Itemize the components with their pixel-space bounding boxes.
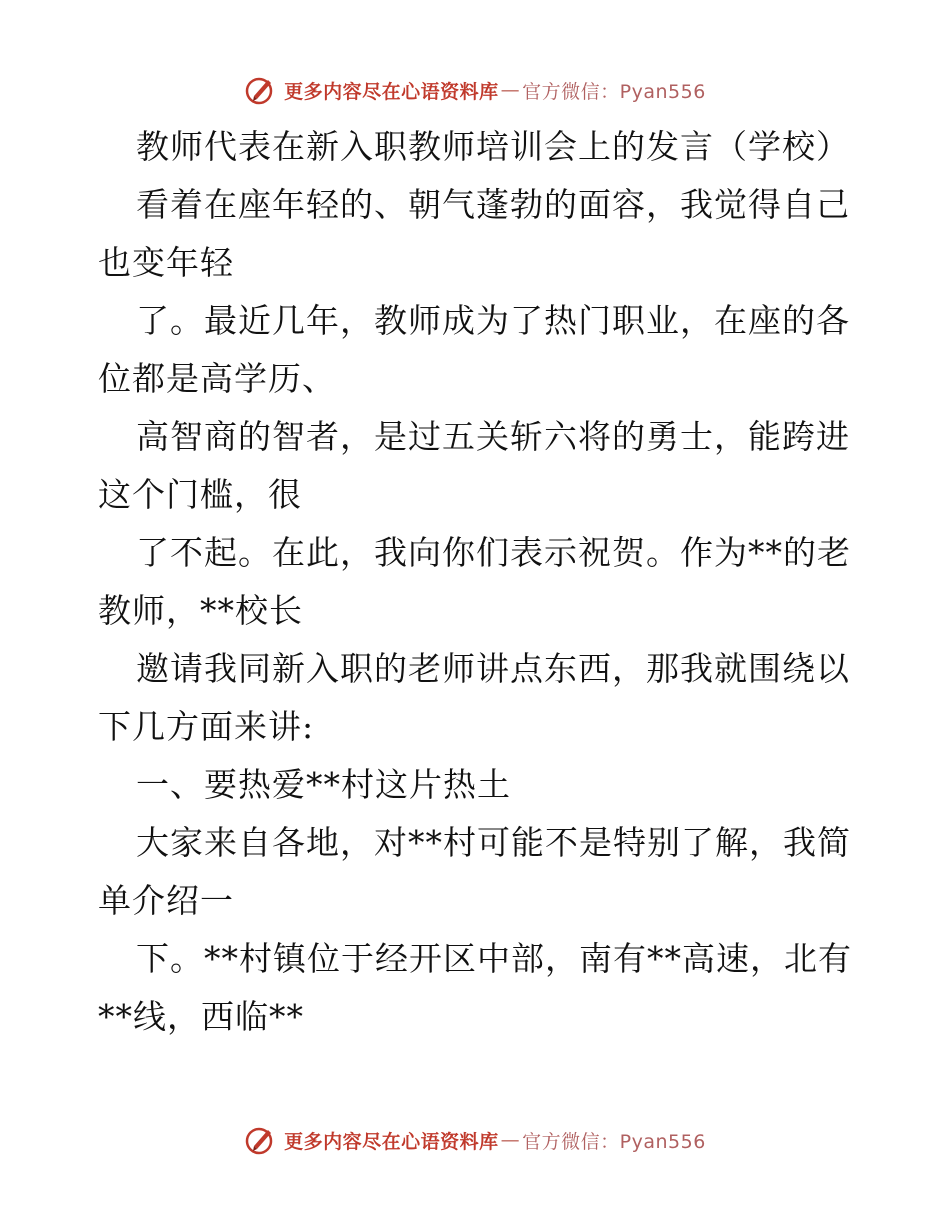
banner-main-text: 更多内容尽在心语资料库 [284, 1130, 499, 1153]
document-title: 教师代表在新入职教师培训会上的发言（学校） [136, 127, 850, 166]
text-line: 也变年轻 [98, 243, 234, 282]
pen-logo-icon [244, 74, 276, 106]
banner-dash: — [500, 1129, 521, 1151]
text-line: 高智商的智者，是过五关斩六将的勇士，能跨进 [136, 417, 850, 456]
text-line: 大家来自各地，对**村可能不是特别了解，我简 [136, 823, 851, 862]
banner-main-text: 更多内容尽在心语资料库 [284, 80, 499, 103]
text-line: 这个门槛，很 [98, 475, 302, 514]
text-line: 教师，**校长 [98, 591, 303, 630]
text-line: 了不起。在此，我向你们表示祝贺。作为**的老 [136, 533, 851, 572]
text-line: **线，西临** [98, 997, 304, 1036]
text-line: 单介绍一 [98, 881, 234, 920]
document-body [98, 118, 858, 1046]
section-heading: 一、要热爱**村这片热土 [136, 765, 511, 804]
banner-sub-text: 官方微信：Pyan556 [522, 80, 706, 103]
text-line: 邀请我同新入职的老师讲点东西，那我就围绕以 [136, 649, 850, 688]
text-line: 了。最近几年，教师成为了热门职业，在座的各 [136, 301, 850, 340]
footer-banner [0, 1120, 950, 1160]
text-line: 位都是高学历、 [98, 359, 336, 398]
header-banner [0, 70, 950, 110]
text-line: 下几方面来讲: [98, 707, 315, 746]
banner-sub-text: 官方微信：Pyan556 [522, 1130, 706, 1153]
banner-dash: — [500, 79, 521, 101]
pen-logo-icon [244, 1124, 276, 1156]
text-line: 下。**村镇位于经开区中部，南有**高速，北有 [136, 939, 852, 978]
text-line: 看着在座年轻的、朝气蓬勃的面容，我觉得自己 [136, 185, 850, 224]
